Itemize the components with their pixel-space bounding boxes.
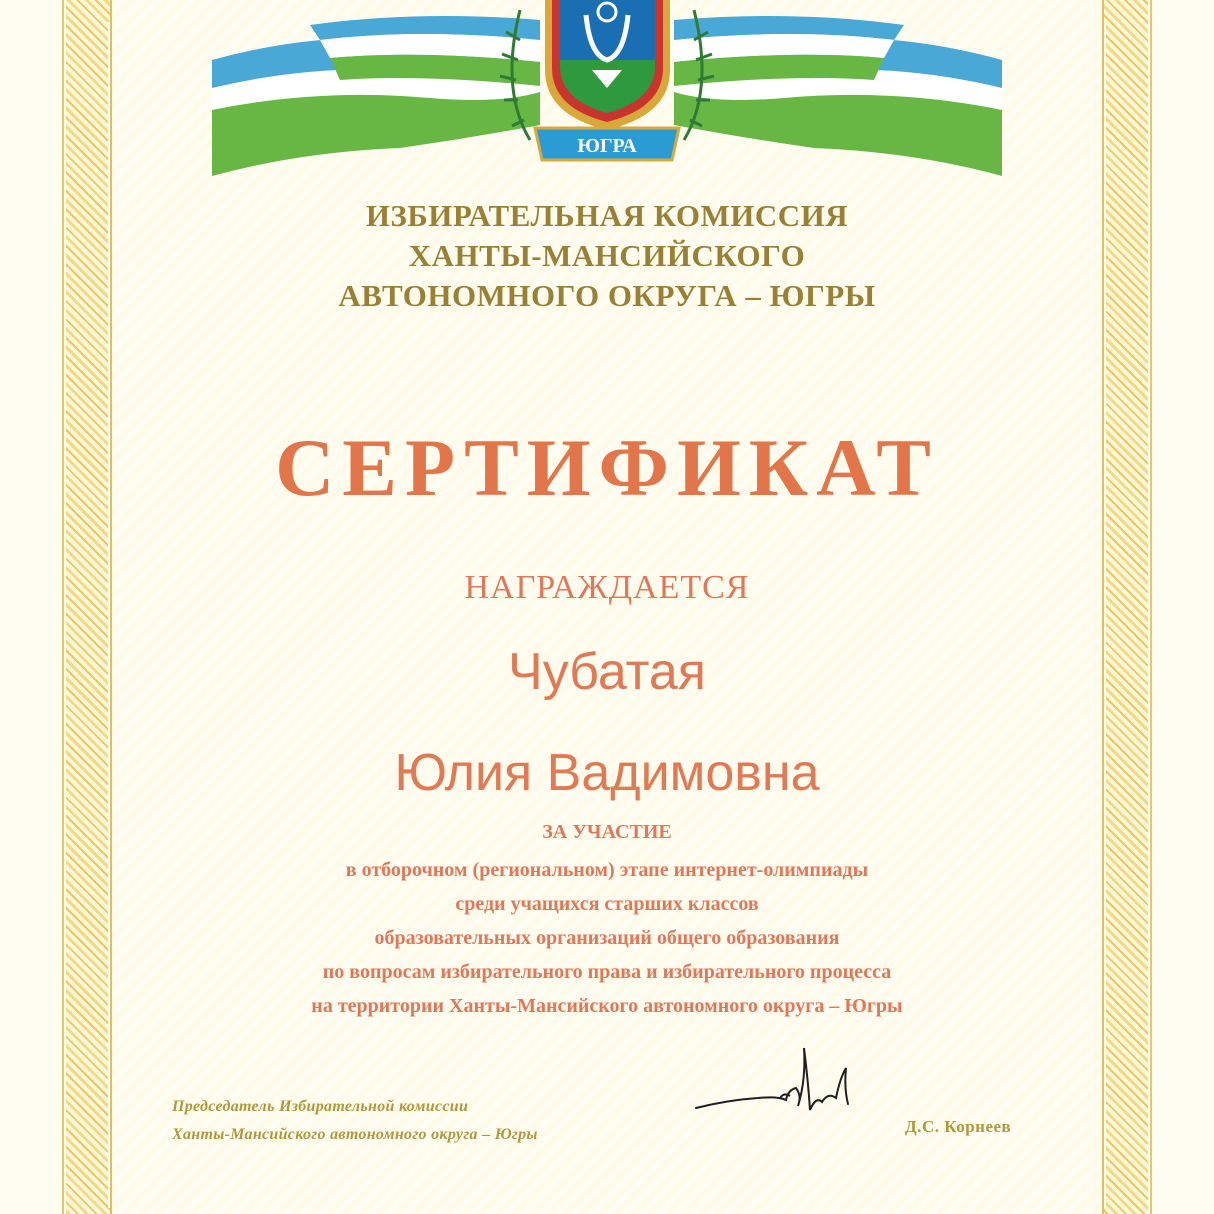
recipient-given-names: Юлия Вадимовна xyxy=(394,744,820,802)
certificate-title: СЕРТИФИКАТ xyxy=(275,422,939,513)
organization-line-2: ХАНТЫ-МАНСИЙСКОГО xyxy=(408,238,806,273)
signatory-position xyxy=(172,1093,538,1149)
organization-line-1: ИЗБИРАТЕЛЬНАЯ КОМИССИЯ xyxy=(365,198,849,233)
coat-of-arms-shield-graphic xyxy=(545,0,670,130)
signatory-position-line-2: Ханты-Мансийского автономного округа – Югры xyxy=(172,1126,538,1143)
emblem-ribbon xyxy=(0,0,1214,200)
reason-line: в отборочном (региональном) этапе интернет-олимпиады xyxy=(345,859,869,881)
reason-line: по вопросам избирательного права и избирательного процесса xyxy=(322,961,892,983)
awarded-label: НАГРАЖДАЕТСЯ xyxy=(464,569,750,606)
signatory-name: Д.С. Корнеев xyxy=(905,1117,1012,1136)
left-ribbon-graphic xyxy=(212,16,540,176)
signatory-position-line-1: Председатель Избирательной комиссии xyxy=(172,1098,469,1115)
organization-line-3: АВТОНОМНОГО ОКРУГА – ЮГРЫ xyxy=(338,278,876,313)
reason-line: на территории Ханты-Мансийского автономного округа – Югры xyxy=(311,995,903,1017)
right-ribbon-graphic xyxy=(674,16,1002,176)
organization-name xyxy=(0,196,1214,316)
yugra-banner-text: ЮГРА xyxy=(577,135,637,157)
reason-line: образовательных организаций общего образования xyxy=(374,927,840,949)
handwritten-signature xyxy=(688,1040,868,1140)
reason-heading: ЗА УЧАСТИЕ xyxy=(542,821,672,843)
reason-text xyxy=(0,853,1214,1023)
reason-line: среди учащихся старших классов xyxy=(455,893,759,915)
recipient-surname: Чубатая xyxy=(508,643,706,701)
